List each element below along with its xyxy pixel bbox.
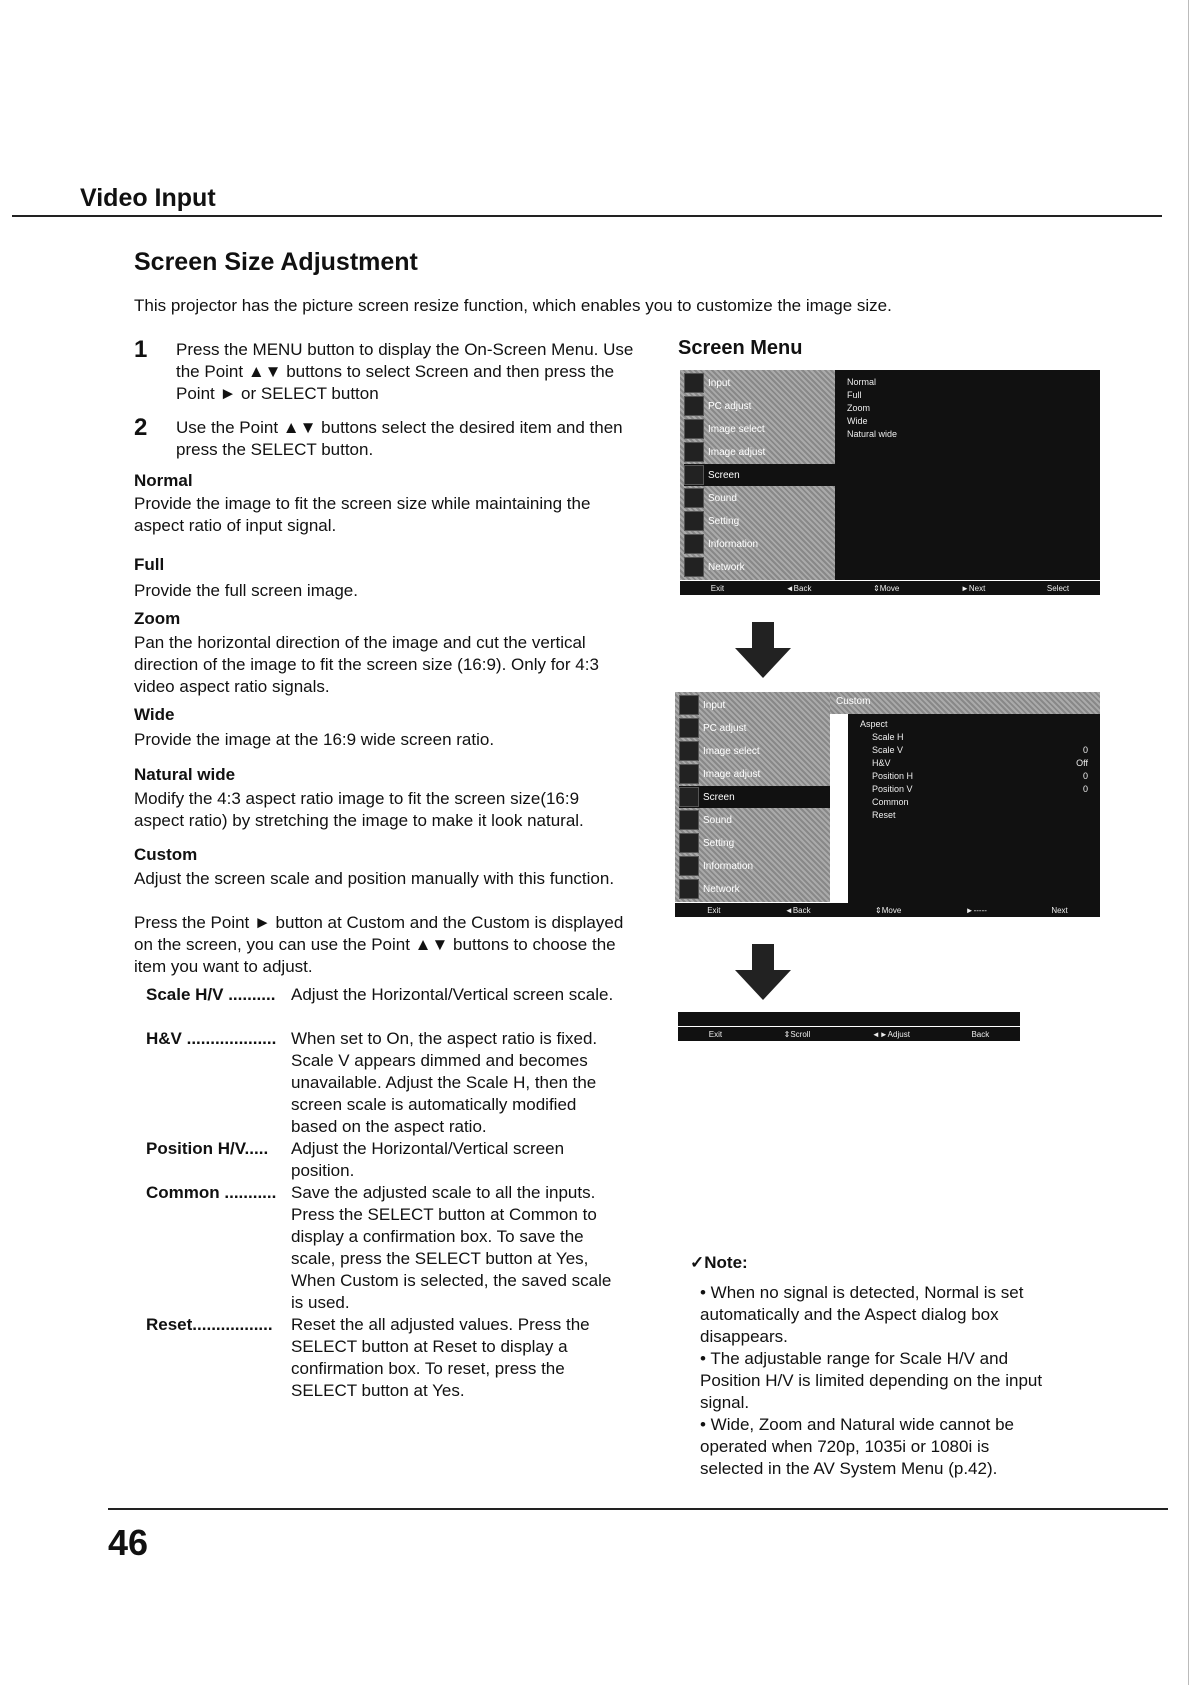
image-adjust-icon (684, 442, 704, 462)
custom-row (848, 731, 1100, 744)
setting-icon (679, 833, 699, 853)
osd2-item (679, 763, 829, 785)
osd1-label: Image select (708, 423, 765, 435)
bar-label: ⇕Move (873, 583, 900, 593)
screen-option: Normal (847, 377, 877, 387)
bar-label: Exit (710, 583, 725, 593)
osd1-item (684, 418, 834, 440)
setting-icon (684, 511, 704, 531)
bar-label: ►----- (965, 905, 987, 915)
custom-val: Adjust the Horizontal/Vertical screen position. (291, 1139, 565, 1180)
row-label: Scale V (872, 745, 904, 755)
footer-rule (108, 1508, 1168, 1510)
osd1-left-panel (680, 370, 835, 580)
custom-row (848, 718, 1100, 731)
header-rule (12, 215, 1162, 217)
row-value: Off (1076, 758, 1088, 768)
custom-val: Save the adjusted scale to all the inputs. Press the SELECT button at Common to display a confirmation box. To save the scale, press the SELECT button at Yes, When Custom is selected, the saved scale is used. (291, 1183, 612, 1312)
side-rule (1188, 0, 1189, 1685)
bar-label: ►Next (960, 583, 986, 593)
sound-icon (684, 488, 704, 508)
osd1-label: Setting (708, 515, 740, 527)
osd1-item (684, 556, 834, 578)
osd2-label: PC adjust (703, 722, 747, 734)
custom-val: When set to On, the aspect ratio is fixed. Scale V appears dimmed and becomes unavailable. Adjust the Scale H, then the screen scale is automatically modified based on the aspect ratio. (291, 1029, 598, 1136)
screen-option: Zoom (847, 403, 871, 413)
information-icon (684, 534, 704, 554)
row-value: 0 (1082, 784, 1088, 794)
osd1-label: Network (708, 561, 745, 573)
osd1-item (684, 533, 834, 555)
note-item: • The adjustable range for Scale H/V and Position H/V is limited depending on the input signal. (700, 1349, 1043, 1412)
bar-label: ◄Back (785, 583, 812, 593)
custom-row (848, 809, 1100, 822)
term-wide: Wide (134, 705, 175, 724)
desc-wide: Provide the image at the 16:9 wide screen ratio. (134, 730, 495, 749)
screen-option: Full (847, 390, 862, 400)
custom-key: H&V ................... (146, 1029, 277, 1048)
row-value: 0 (1082, 771, 1088, 781)
network-icon (684, 557, 704, 577)
step-2-text: Use the Point ▲▼ buttons select the desired item and then press the SELECT button. (176, 418, 623, 459)
note-item: • Wide, Zoom and Natural wide cannot be operated when 720p, 1035i or 1080i is selected in the AV System Menu (p.42). (700, 1415, 1015, 1478)
image-adjust-icon (679, 764, 699, 784)
osd2-label: Sound (703, 814, 732, 826)
bar-label: ⇕Scroll (783, 1029, 811, 1039)
screen-option: Natural wide (847, 429, 898, 439)
bar-label: Select (1046, 583, 1070, 593)
pc-adjust-icon (679, 718, 699, 738)
row-label: Reset (872, 810, 896, 820)
desc-custom-2: Press the Point ► button at Custom and the Custom is displayed on the screen, you can use the Point ▲▼ buttons to choose the item you want to adjust. (134, 913, 624, 976)
osd1-item (684, 441, 834, 463)
osd2-label: Image select (703, 745, 760, 757)
input-icon (679, 695, 699, 715)
page-number: 46 (108, 1522, 149, 1563)
osd2-label: Setting (703, 837, 735, 849)
screen-option: Wide (847, 416, 868, 426)
bar-label: ◄Back (784, 905, 811, 915)
osd1-label: Information (708, 538, 759, 550)
osd1-right-panel (835, 370, 1100, 580)
custom-header: Custom (836, 696, 871, 707)
row-value: 0 (1082, 745, 1088, 755)
desc-zoom: Pan the horizontal direction of the image and cut the vertical direction of the image to fit the screen size (16:9). Only for 4:3 video aspect ratio signals. (134, 633, 599, 696)
screen-icon (679, 787, 699, 807)
bar-label: Back (971, 1029, 990, 1039)
osd2-label: Input (703, 699, 726, 711)
intro-text: This projector has the picture screen resize function, which enables you to customize the image size. (134, 296, 892, 315)
input-icon (684, 373, 704, 393)
network-icon (679, 879, 699, 899)
term-natural-wide: Natural wide (134, 765, 236, 784)
bar-label: Next (1051, 905, 1068, 915)
term-custom: Custom (134, 845, 198, 864)
osd2-label: Image adjust (703, 768, 761, 780)
custom-key: Scale H/V .......... (146, 985, 276, 1004)
osd2-label: Network (703, 883, 740, 895)
osd1-status-bar (680, 581, 1100, 595)
custom-row (848, 783, 1100, 796)
osd1-label: PC adjust (708, 400, 752, 412)
bar-label: Exit (707, 905, 721, 915)
osd1-label: Image adjust (708, 446, 766, 458)
down-arrow-icon (735, 622, 791, 678)
page-header-title: Video Input (80, 184, 216, 212)
note-item: • When no signal is detected, Normal is set automatically and the Aspect dialog box disappears. (700, 1283, 1024, 1346)
osd2-status-bar (675, 903, 1100, 917)
osd1-label: Sound (708, 492, 737, 504)
row-label: Position V (872, 784, 913, 794)
row-label: H&V (872, 758, 891, 768)
osd2-item (679, 878, 829, 900)
sound-icon (679, 810, 699, 830)
osd2-item (679, 855, 829, 877)
osd1-item (684, 372, 834, 394)
desc-custom: Adjust the screen scale and position manually with this function. (134, 869, 615, 888)
osd2-item (679, 740, 829, 762)
desc-full: Provide the full screen image. (134, 581, 358, 600)
custom-rows (848, 714, 1100, 906)
osd2-item (679, 694, 829, 716)
osd2-left-panel (675, 692, 830, 902)
osd1-label: Input (708, 377, 731, 389)
term-full: Full (134, 555, 165, 574)
bar-label: ◄►Adjust (871, 1029, 910, 1039)
screen-menu-heading: Screen Menu (678, 337, 803, 359)
information-icon (679, 856, 699, 876)
image-select-icon (679, 741, 699, 761)
custom-row (848, 757, 1100, 770)
desc-normal: Provide the image to fit the screen size while maintaining the aspect ratio of input signal. (134, 494, 591, 535)
osd1-item (684, 395, 834, 417)
custom-row (848, 744, 1100, 757)
bar-label: ⇕Move (875, 905, 902, 915)
custom-key: Reset................. (146, 1315, 273, 1334)
down-arrow-icon (735, 944, 791, 1000)
osd2-label: Information (703, 860, 754, 872)
osd2-right-panel (830, 692, 1100, 902)
row-label: Common (872, 797, 909, 807)
term-normal: Normal (134, 471, 193, 490)
osd2-item (679, 832, 829, 854)
term-zoom: Zoom (134, 609, 181, 628)
custom-val: Adjust the Horizontal/Vertical screen scale. (291, 985, 614, 1004)
osd2-label: Screen (703, 791, 735, 803)
row-label: Position H (872, 771, 914, 781)
custom-key: Position H/V..... (146, 1139, 269, 1158)
osd1-item-selected (684, 464, 835, 486)
custom-row (848, 796, 1100, 809)
screen-icon (684, 465, 704, 485)
bar-label: Exit (708, 1029, 723, 1039)
step-1-text: Press the MENU button to display the On-Screen Menu. Use the Point ▲▼ buttons to select Screen and then press the Point ► or SELECT button (176, 340, 634, 403)
osd1-item (684, 487, 834, 509)
osd2-item-selected (679, 786, 830, 808)
note-title: ✓Note: (690, 1253, 748, 1272)
row-label: Scale H (872, 732, 904, 742)
custom-val: Reset the all adjusted values. Press the SELECT button at Reset to display a confirmation box. To reset, press the SELECT button at Yes. (291, 1315, 590, 1400)
osd1-item (684, 510, 834, 532)
image-select-icon (684, 419, 704, 439)
osd1-label: Screen (708, 469, 740, 481)
row-label: Aspect (860, 719, 888, 729)
desc-natural-wide: Modify the 4:3 aspect ratio image to fit the screen size(16:9 aspect ratio) by stretching the image to make it look natural. (134, 789, 584, 830)
osd3-top-bar (678, 1012, 1020, 1026)
section-title: Screen Size Adjustment (134, 248, 418, 276)
step-1-number: 1 (134, 336, 148, 363)
osd2-item (679, 809, 829, 831)
osd3-status-bar (678, 1027, 1020, 1041)
custom-row (848, 770, 1100, 783)
step-2-number: 2 (134, 414, 148, 441)
custom-key: Common ........... (146, 1183, 277, 1202)
pc-adjust-icon (684, 396, 704, 416)
osd2-item (679, 717, 829, 739)
